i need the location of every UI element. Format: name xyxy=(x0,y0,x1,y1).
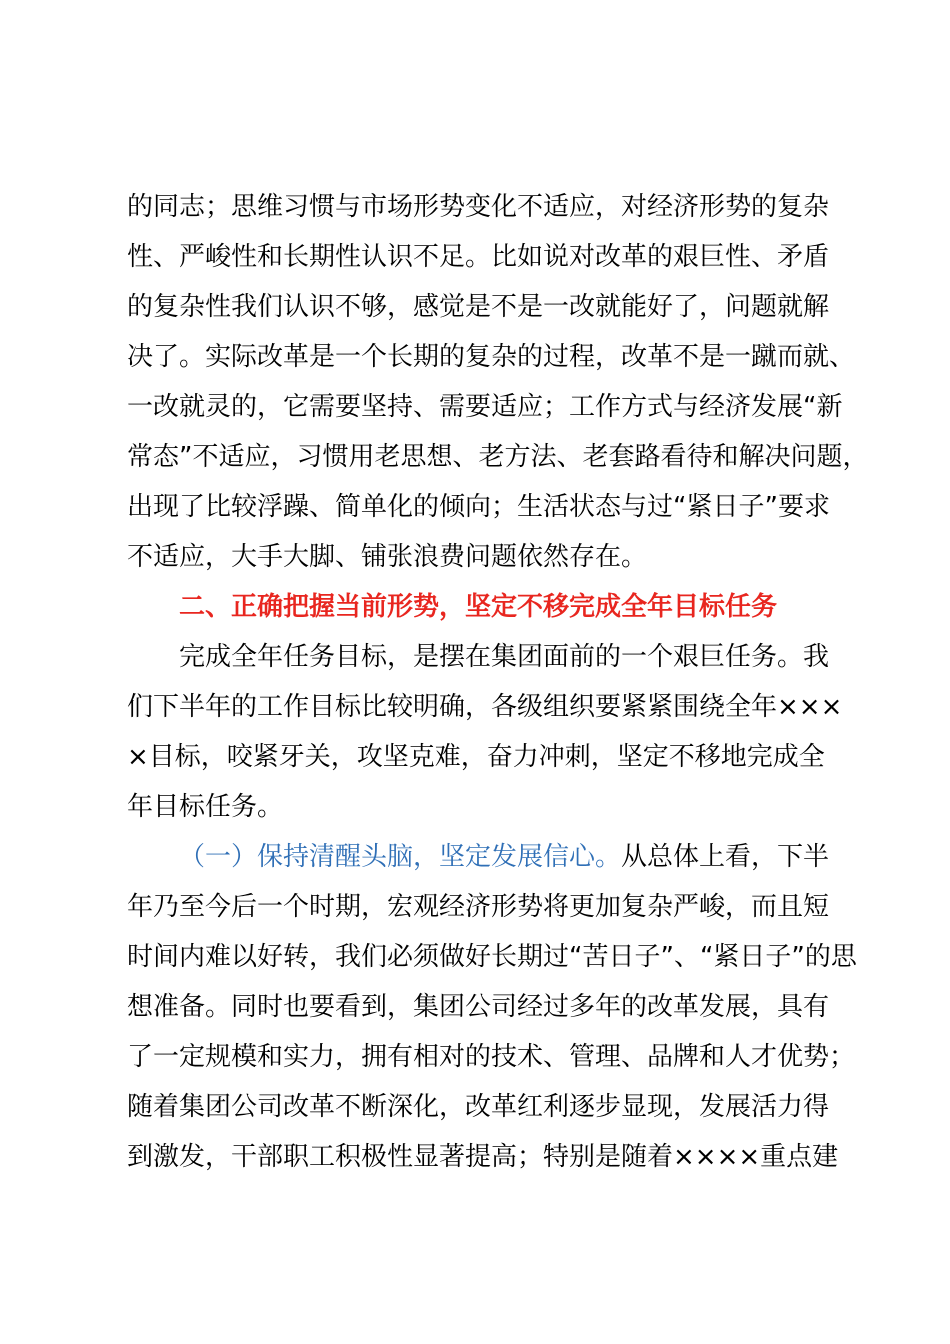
paragraph-2-line-1: 完成全年任务目标，是摆在集团面前的一个艰巨任务。我 xyxy=(179,642,830,672)
paragraph-1-line-6: 常态”不适应，习惯用老思想、老方法、老套路看待和解决问题， xyxy=(127,442,869,472)
paragraph-1-line-7: 出现了比较浮躁、简单化的倾向；生活状态与过“紧日子”要求 xyxy=(127,492,830,522)
paragraph-3-line-1 xyxy=(179,837,889,877)
subheading: （一）保持清醒头脑，坚定发展信心。 xyxy=(179,842,622,872)
paragraph-3-line-6: 随着集团公司改革不断深化，改革红利逐步显现，发展活力得 xyxy=(127,1092,830,1122)
paragraph-3-line-5: 了一定规模和实力，拥有相对的技术、管理、品牌和人才优势； xyxy=(127,1042,856,1072)
paragraph-3-line-3: 时间内难以好转，我们必须做好长期过“苦日子”、“紧日子”的思 xyxy=(127,942,857,972)
paragraph-3-line-2: 年乃至今后一个时期，宏观经济形势将更加复杂严峻，而且短 xyxy=(127,892,830,922)
paragraph-2-line-3: ×目标，咬紧牙关，攻坚克难，奋力冲刺，坚定不移地完成全 xyxy=(127,742,825,772)
paragraph-3-first-line-text: 从总体上看，下半 xyxy=(621,842,830,872)
paragraph-3-line-4: 想准备。同时也要看到，集团公司经过多年的改革发展，具有 xyxy=(127,992,830,1022)
paragraph-1-line-3: 的复杂性我们认识不够，感觉是不是一改就能好了，问题就解 xyxy=(127,292,830,322)
paragraph-3-line-7: 到激发，干部职工积极性显著提高；特别是随着××××重点建 xyxy=(127,1142,839,1172)
paragraph-2-line-4: 年目标任务。 xyxy=(127,792,284,822)
paragraph-1-line-5: 一改就灵的，它需要坚持、需要适应；工作方式与经济发展“新 xyxy=(127,392,843,422)
section-heading: 二、正确把握当前形势，坚定不移完成全年目标任务 xyxy=(179,592,778,622)
paragraph-1-line-1: 的同志；思维习惯与市场形势变化不适应，对经济形势的复杂 xyxy=(127,192,830,222)
paragraph-2-line-2: 们下半年的工作目标比较明确，各级组织要紧紧围绕全年××× xyxy=(127,692,843,722)
paragraph-1-line-2: 性、严峻性和长期性认识不足。比如说对改革的艰巨性、矛盾 xyxy=(127,242,830,272)
paragraph-1-line-8: 不适应，大手大脚、铺张浪费问题依然存在。 xyxy=(127,542,648,572)
paragraph-1-line-4: 决了。实际改革是一个长期的复杂的过程，改革不是一蹴而就、 xyxy=(127,342,856,372)
